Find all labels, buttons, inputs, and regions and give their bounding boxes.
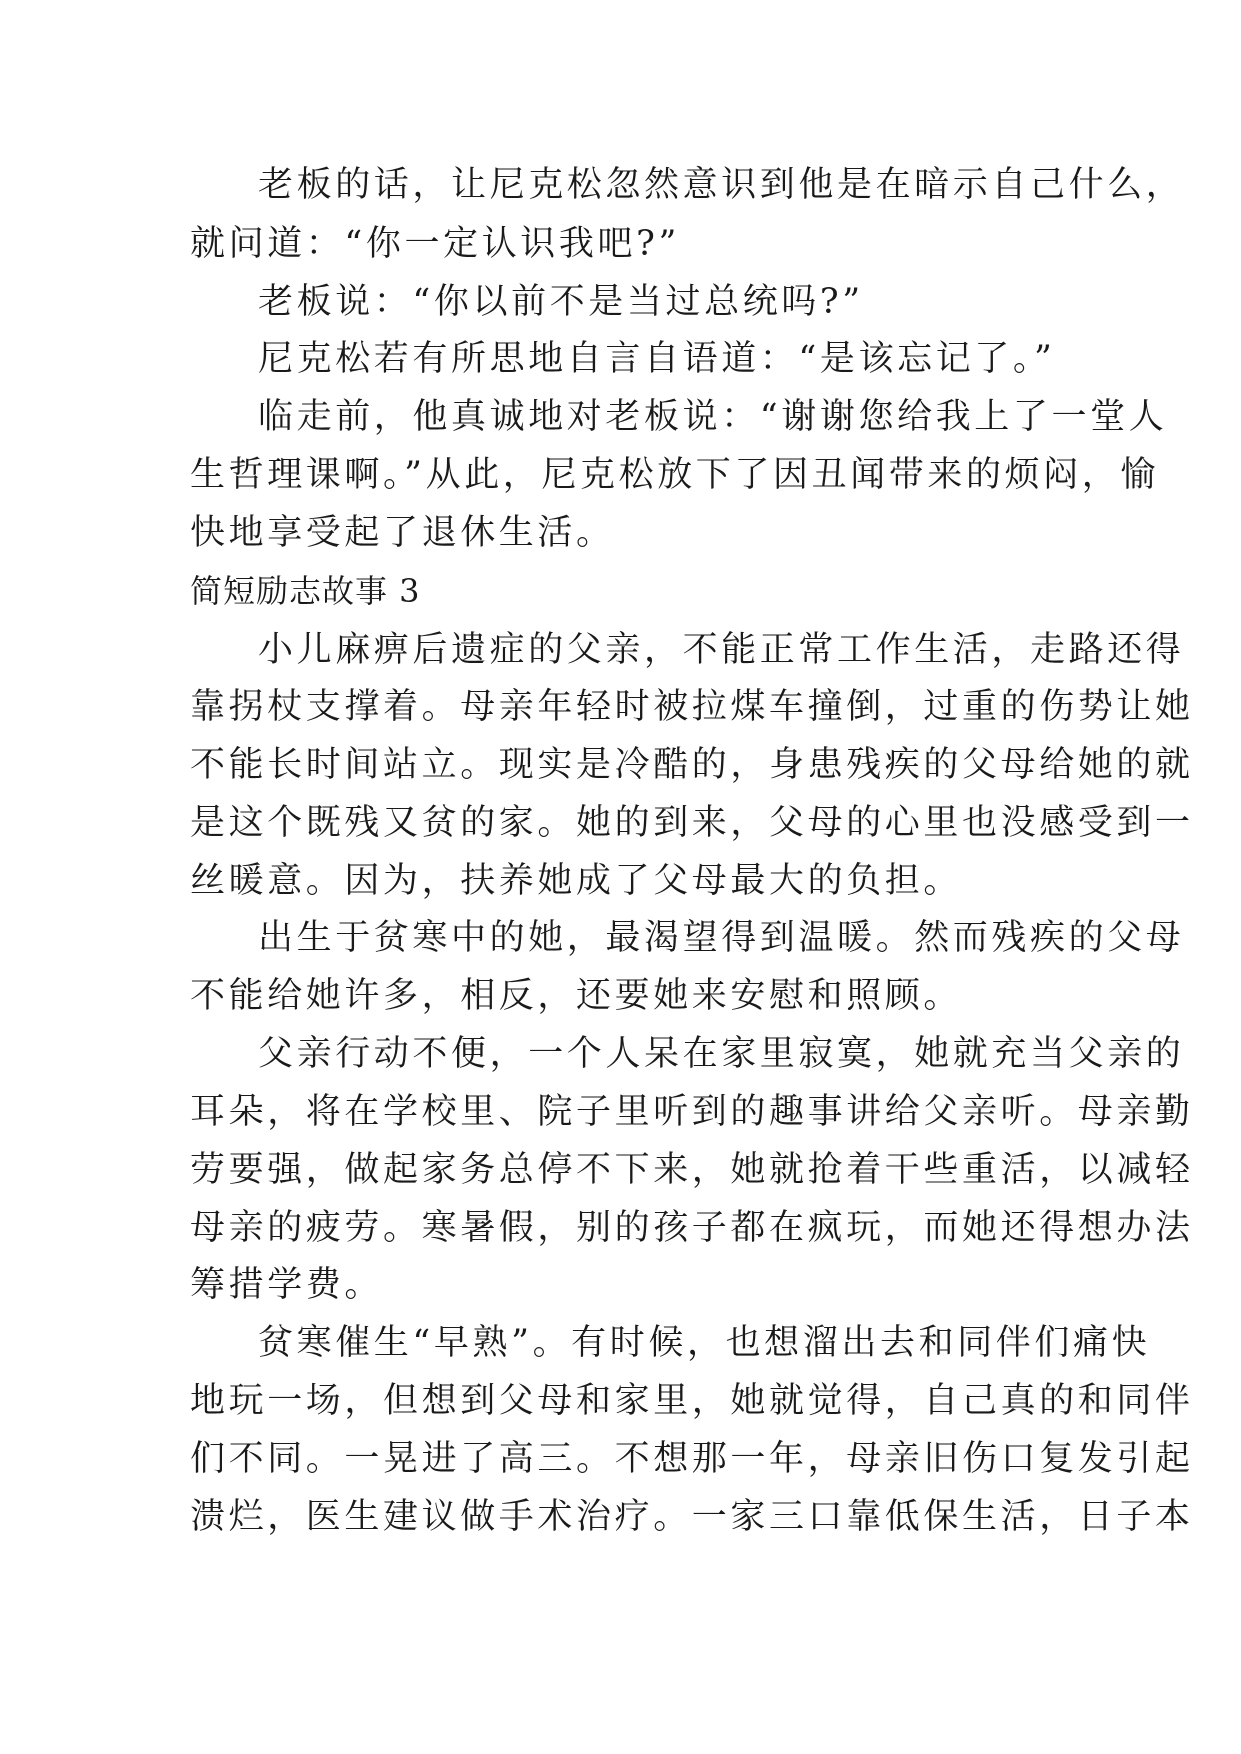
text-line: 就问道：“你一定认识我吧?” [190,224,680,264]
text-line: 是这个既残又贫的家。她的到来，父母的心里也没感受到一 [190,803,1194,843]
text-line: 们不同。一晃进了高三。不想那一年，母亲旧伤口复发引起 [190,1439,1194,1479]
text-line: 溃烂，医生建议做手术治疗。一家三口靠低保生活，日子本 [190,1497,1194,1537]
text-line: 父亲行动不便，一个人呆在家里寂寞，她就充当父亲的 [258,1034,1185,1074]
text-line: 丝暖意。因为，扶养她成了父母最大的负担。 [190,861,963,901]
text-line: 老板的话，让尼克松忽然意识到他是在暗示自己什么， [258,165,1185,205]
text-line: 出生于贫寒中的她，最渴望得到温暖。然而残疾的父母 [258,918,1185,958]
text-line: 贫寒催生“早熟”。有时候，也想溜出去和同伴们痛快 [258,1323,1151,1363]
text-line: 临走前，他真诚地对老板说：“谢谢您给我上了一堂人 [258,397,1168,437]
text-line: 靠拐杖支撑着。母亲年轻时被拉煤车撞倒，过重的伤势让她 [190,687,1194,727]
text-line: 劳要强，做起家务总停不下来，她就抢着干些重活，以减轻 [190,1150,1194,1190]
text-line: 耳朵，将在学校里、院子里听到的趣事讲给父亲听。母亲勤 [190,1092,1194,1132]
text-line: 不能给她许多，相反，还要她来安慰和照顾。 [190,976,963,1016]
text-line: 筹措学费。 [190,1265,384,1305]
text-line: 小儿麻痹后遗症的父亲，不能正常工作生活，走路还得 [258,630,1185,670]
text-line: 老板说：“你以前不是当过总统吗?” [258,282,864,322]
text-line: 母亲的疲劳。寒暑假，别的孩子都在疯玩，而她还得想办法 [190,1208,1194,1248]
section-heading: 简短励志故事 3 [190,572,421,610]
text-line: 尼克松若有所思地自言自语道：“是该忘记了。” [258,339,1056,379]
text-line: 生哲理课啊。”从此，尼克松放下了因丑闻带来的烦闷，愉 [190,455,1159,495]
text-line: 地玩一场，但想到父母和家里，她就觉得，自己真的和同伴 [190,1381,1194,1421]
text-line: 不能长时间站立。现实是冷酷的，身患残疾的父母给她的就 [190,745,1194,785]
text-line: 快地享受起了退休生活。 [190,513,615,553]
